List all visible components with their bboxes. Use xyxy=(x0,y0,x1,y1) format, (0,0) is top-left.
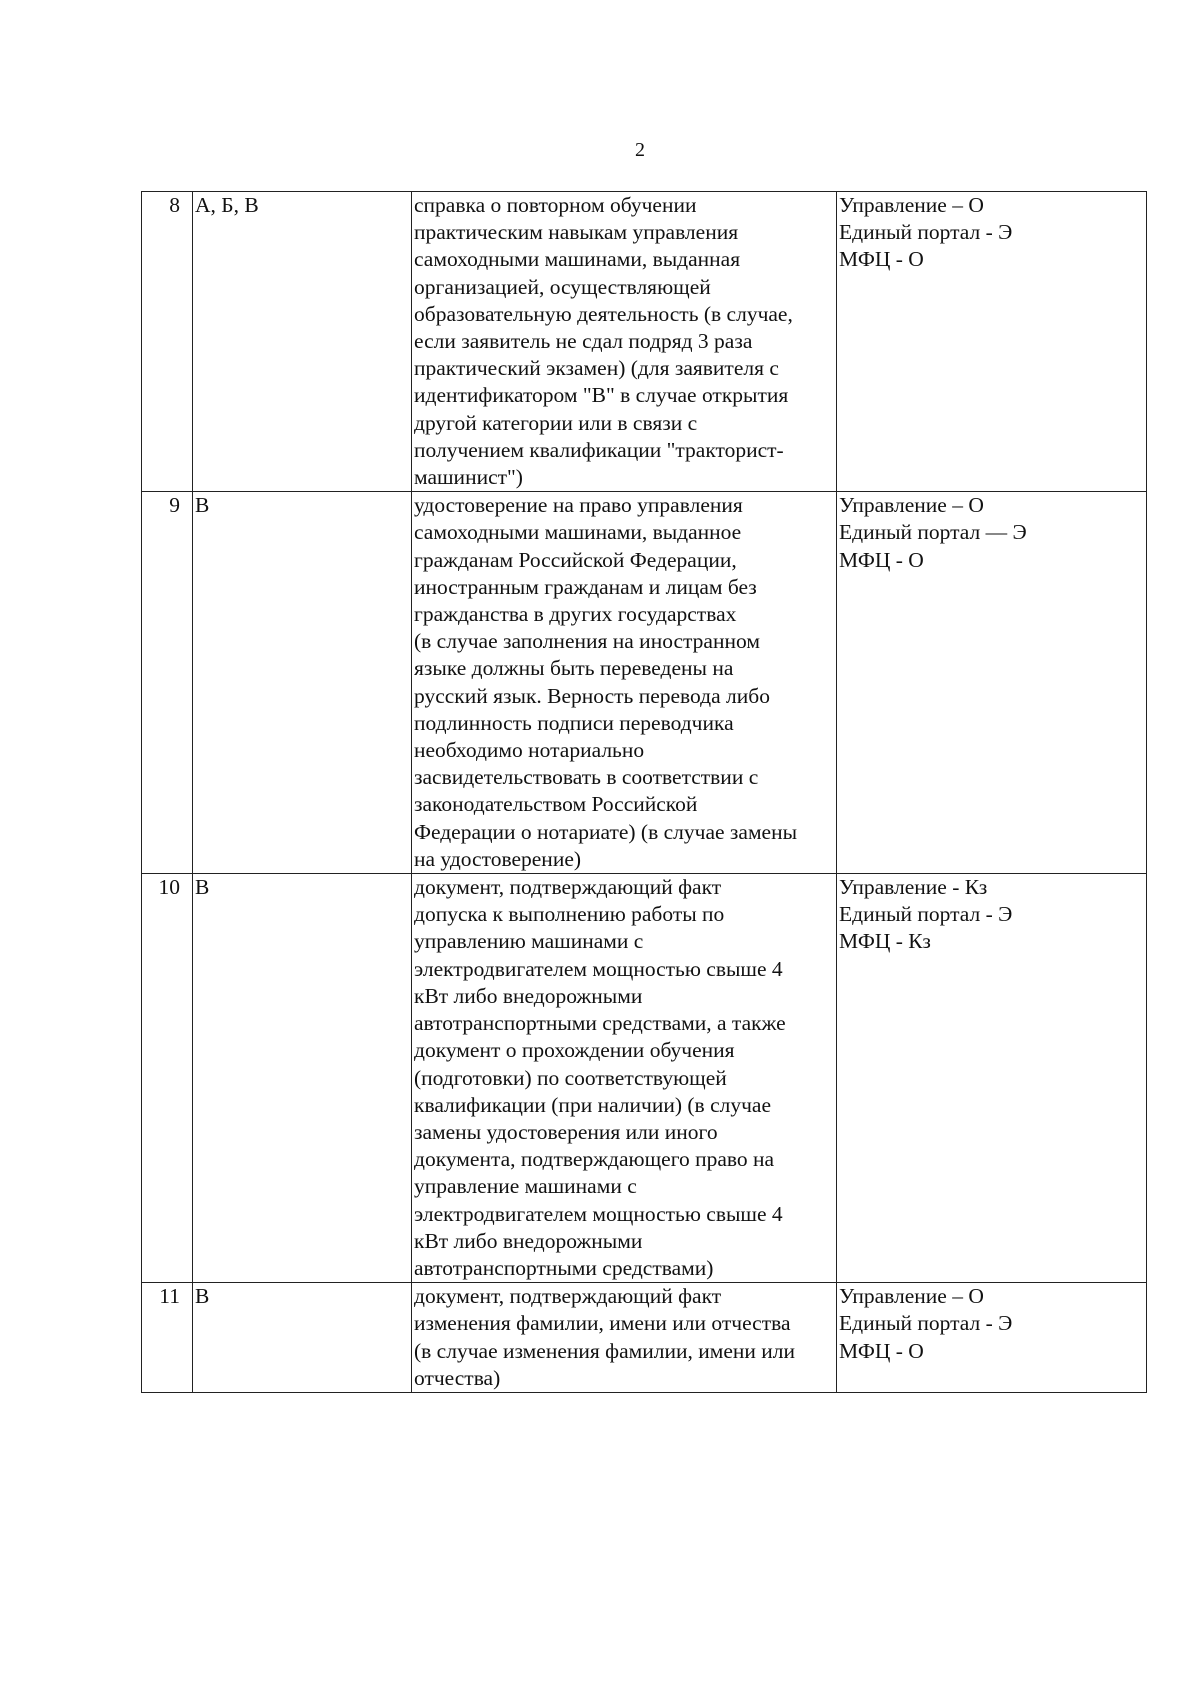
table-row-11 xyxy=(142,1283,1147,1393)
document-line: (в случае заполнения на иностранном xyxy=(414,629,760,654)
document-line: иностранным гражданам и лицам без xyxy=(414,574,757,599)
document-line: отчества) xyxy=(414,1365,501,1390)
document-line: если заявитель не сдал подряд 3 раза xyxy=(414,329,753,354)
document-line: документа, подтверждающего право на xyxy=(414,1147,775,1172)
document-line: автотранспортными средствами, а также xyxy=(414,1011,786,1036)
document-line: другой категории или в связи с xyxy=(414,410,698,435)
row-document xyxy=(412,492,837,874)
row-submission-methods xyxy=(837,192,1147,492)
document-line: подлинность подписи переводчика xyxy=(414,710,734,735)
document-line: машинист") xyxy=(414,465,523,490)
document-line: кВт либо внедорожными xyxy=(414,983,643,1008)
submission-line: Единый портал — Э xyxy=(839,520,1027,545)
row-submission-methods xyxy=(837,492,1147,874)
row-identifiers: А, Б, В xyxy=(193,192,412,492)
document-line: допуска к выполнению работы по xyxy=(414,902,725,927)
documents-table xyxy=(141,191,1147,1393)
submission-line: МФЦ - Кз xyxy=(839,929,931,954)
document-line: законодательством Российской xyxy=(414,792,698,817)
submission-line: Управление – О xyxy=(839,193,984,217)
document-line: организацией, осуществляющей xyxy=(414,274,711,299)
document-line: необходимо нотариально xyxy=(414,738,645,763)
submission-line: Управление – О xyxy=(839,1284,984,1309)
submission-line: МФЦ - О xyxy=(839,1338,924,1363)
document-line: практическим навыкам управления xyxy=(414,220,739,245)
document-line: Федерации о нотариате) (в случае замены xyxy=(414,819,798,844)
document-line: на удостоверение) xyxy=(414,846,582,871)
row-document xyxy=(412,1283,837,1393)
document-line: управлению машинами с xyxy=(414,929,644,954)
document-line: изменения фамилии, имени или отчества xyxy=(414,1311,791,1336)
document-line: удостоверение на право управления xyxy=(414,493,743,518)
document-line: самоходными машинами, выданное xyxy=(414,520,742,545)
document-line: управление машинами с xyxy=(414,1174,637,1199)
submission-line: Единый портал - Э xyxy=(839,220,1013,245)
document-line: (подготовки) по соответствующей xyxy=(414,1065,727,1090)
document-line: гражданам Российской Федерации, xyxy=(414,547,737,572)
row-number: 9 xyxy=(142,492,193,874)
document-line: замены удостоверения или иного xyxy=(414,1119,718,1144)
document-line: справка о повторном обучении xyxy=(414,193,697,217)
submission-line: Управление - Кз xyxy=(839,875,988,900)
document-line: автотранспортными средствами) xyxy=(414,1255,714,1280)
row-identifiers: В xyxy=(193,492,412,874)
document-line: засвидетельствовать в соответствии с xyxy=(414,765,759,790)
document-line: кВт либо внедорожными xyxy=(414,1228,643,1253)
table-row-9 xyxy=(142,492,1147,874)
document-line: русский язык. Верность перевода либо xyxy=(414,683,770,708)
document-line: документ, подтверждающий факт xyxy=(414,875,722,900)
table-row-8 xyxy=(142,192,1147,492)
row-document xyxy=(412,192,837,492)
page-number: 2 xyxy=(635,139,645,161)
row-submission-methods xyxy=(837,874,1147,1283)
submission-line: МФЦ - О xyxy=(839,547,924,572)
document-line: практический экзамен) (для заявителя с xyxy=(414,356,779,381)
submission-line: Единый портал - Э xyxy=(839,902,1013,927)
document-line: (в случае изменения фамилии, имени или xyxy=(414,1338,796,1363)
document-line: самоходными машинами, выданная xyxy=(414,247,741,272)
row-number: 10 xyxy=(142,874,193,1283)
document-line: языке должны быть переведены на xyxy=(414,656,734,681)
document-line: гражданства в других государствах xyxy=(414,602,737,627)
table-row-10 xyxy=(142,874,1147,1283)
document-line: получением квалификации "тракторист- xyxy=(414,437,784,462)
document-line: документ о прохождении обучения xyxy=(414,1038,735,1063)
document-line: электродвигателем мощностью свыше 4 xyxy=(414,1201,783,1226)
row-document xyxy=(412,874,837,1283)
row-number: 8 xyxy=(142,192,193,492)
row-number: 11 xyxy=(142,1283,193,1393)
submission-line: Управление – О xyxy=(839,493,984,518)
document-line: документ, подтверждающий факт xyxy=(414,1284,722,1309)
document-line: квалификации (при наличии) (в случае xyxy=(414,1092,772,1117)
submission-line: Единый портал - Э xyxy=(839,1311,1013,1336)
row-identifiers: В xyxy=(193,874,412,1283)
document-line: образовательную деятельность (в случае, xyxy=(414,301,793,326)
document-line: электродвигателем мощностью свыше 4 xyxy=(414,956,783,981)
row-identifiers: В xyxy=(193,1283,412,1393)
submission-line: МФЦ - О xyxy=(839,247,924,272)
document-line: идентификатором "В" в случае открытия xyxy=(414,383,789,408)
row-submission-methods xyxy=(837,1283,1147,1393)
